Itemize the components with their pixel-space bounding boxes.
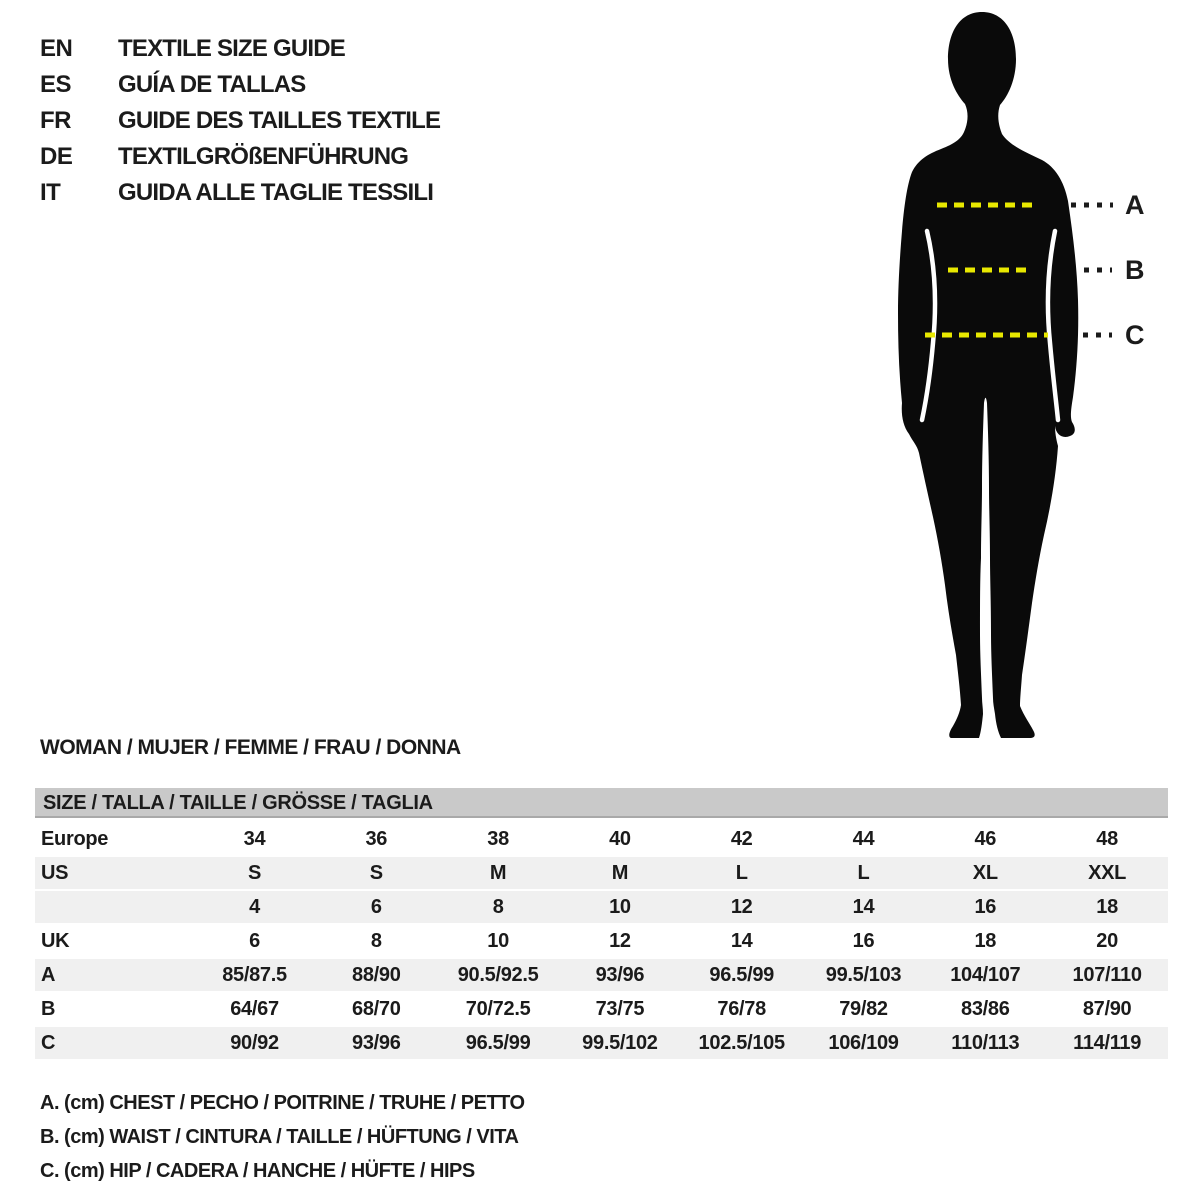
lang-row-en	[40, 31, 440, 67]
size-cell: 38	[437, 822, 559, 856]
table-row	[35, 1026, 1168, 1059]
lang-code: EN	[40, 35, 73, 62]
row-label: B	[35, 992, 194, 1026]
size-cell: 88/90	[315, 958, 437, 992]
measure-label-b: B	[1125, 255, 1145, 285]
size-cell: 6	[315, 890, 437, 924]
size-cell: 4	[194, 890, 316, 924]
size-cell: 114/119	[1046, 1026, 1168, 1059]
size-cell: 93/96	[559, 958, 681, 992]
size-cell: 14	[803, 890, 925, 924]
size-cell: 12	[559, 924, 681, 958]
lang-title: GUIDA ALLE TAGLIE TESSILI	[118, 179, 434, 206]
size-cell: 87/90	[1046, 992, 1168, 1026]
lang-row-it	[40, 175, 440, 211]
size-cell: S	[315, 856, 437, 890]
size-cell: 18	[924, 924, 1046, 958]
size-cell: 73/75	[559, 992, 681, 1026]
size-table	[35, 788, 1168, 1059]
size-cell: 8	[315, 924, 437, 958]
row-label: Europe	[35, 822, 194, 856]
measure-legend	[40, 1086, 525, 1188]
measure-label-c: C	[1125, 320, 1145, 350]
size-cell: 85/87.5	[194, 958, 316, 992]
legend-line-chest: A. (cm) CHEST / PECHO / POITRINE / TRUHE / PETTO	[40, 1092, 525, 1114]
size-cell: 96.5/99	[437, 1026, 559, 1059]
size-cell: 36	[315, 822, 437, 856]
size-cell: 20	[1046, 924, 1168, 958]
size-cell: M	[559, 856, 681, 890]
size-table-body	[35, 822, 1168, 1059]
size-cell: 83/86	[924, 992, 1046, 1026]
size-cell: 99.5/102	[559, 1026, 681, 1059]
row-label: C	[35, 1026, 194, 1059]
measurement-figure-svg	[855, 5, 1195, 750]
lang-row-de	[40, 139, 440, 175]
size-cell: 110/113	[924, 1026, 1046, 1059]
size-cell: 40	[559, 822, 681, 856]
lang-title: GUÍA DE TALLAS	[118, 71, 306, 98]
table-row	[35, 992, 1168, 1026]
size-cell: 79/82	[803, 992, 925, 1026]
measure-label-a: A	[1125, 190, 1145, 220]
size-cell: 12	[681, 890, 803, 924]
size-cell: 14	[681, 924, 803, 958]
lang-code: IT	[40, 179, 61, 206]
table-row	[35, 924, 1168, 958]
table-row	[35, 822, 1168, 856]
size-cell: 46	[924, 822, 1046, 856]
size-cell: XXL	[1046, 856, 1168, 890]
lang-title: TEXTILGRÖßENFÜHRUNG	[118, 143, 409, 170]
row-label	[35, 890, 194, 924]
size-cell: 16	[924, 890, 1046, 924]
size-cell: 18	[1046, 890, 1168, 924]
language-title-list	[40, 31, 440, 211]
size-cell: L	[681, 856, 803, 890]
lang-row-fr	[40, 103, 440, 139]
size-cell: 34	[194, 822, 316, 856]
table-row	[35, 856, 1168, 890]
size-cell: 10	[559, 890, 681, 924]
size-cell: L	[803, 856, 925, 890]
size-cell: 68/70	[315, 992, 437, 1026]
row-label: UK	[35, 924, 194, 958]
size-cell: 102.5/105	[681, 1026, 803, 1059]
size-cell: 107/110	[1046, 958, 1168, 992]
size-cell: 64/67	[194, 992, 316, 1026]
lang-code: DE	[40, 143, 73, 170]
lang-title: GUIDE DES TAILLES TEXTILE	[118, 107, 441, 134]
size-cell: 76/78	[681, 992, 803, 1026]
legend-line-waist: B. (cm) WAIST / CINTURA / TAILLE / HÜFTUNG / VITA	[40, 1126, 519, 1148]
size-cell: 99.5/103	[803, 958, 925, 992]
size-cell: 90/92	[194, 1026, 316, 1059]
size-cell: 44	[803, 822, 925, 856]
size-cell: 90.5/92.5	[437, 958, 559, 992]
size-cell: S	[194, 856, 316, 890]
table-row	[35, 958, 1168, 992]
lang-title: TEXTILE SIZE GUIDE	[118, 35, 345, 62]
body-measurement-figure	[855, 5, 1195, 750]
size-cell: 70/72.5	[437, 992, 559, 1026]
table-row	[35, 890, 1168, 924]
size-cell: 42	[681, 822, 803, 856]
size-cell: 8	[437, 890, 559, 924]
gender-heading: WOMAN / MUJER / FEMME / FRAU / DONNA	[40, 736, 461, 759]
size-cell: M	[437, 856, 559, 890]
lang-code: ES	[40, 71, 72, 98]
lang-row-es	[40, 67, 440, 103]
size-cell: 48	[1046, 822, 1168, 856]
row-label: US	[35, 856, 194, 890]
legend-line-hip: C. (cm) HIP / CADERA / HANCHE / HÜFTE / HIPS	[40, 1160, 475, 1182]
size-table-header: SIZE / TALLA / TAILLE / GRÖSSE / TAGLIA	[35, 788, 1168, 818]
size-cell: 106/109	[803, 1026, 925, 1059]
size-cell: 93/96	[315, 1026, 437, 1059]
size-cell: XL	[924, 856, 1046, 890]
row-label: A	[35, 958, 194, 992]
size-cell: 96.5/99	[681, 958, 803, 992]
size-cell: 10	[437, 924, 559, 958]
size-cell: 104/107	[924, 958, 1046, 992]
size-cell: 6	[194, 924, 316, 958]
size-table-grid	[35, 821, 1168, 1059]
size-cell: 16	[803, 924, 925, 958]
lang-code: FR	[40, 107, 71, 134]
